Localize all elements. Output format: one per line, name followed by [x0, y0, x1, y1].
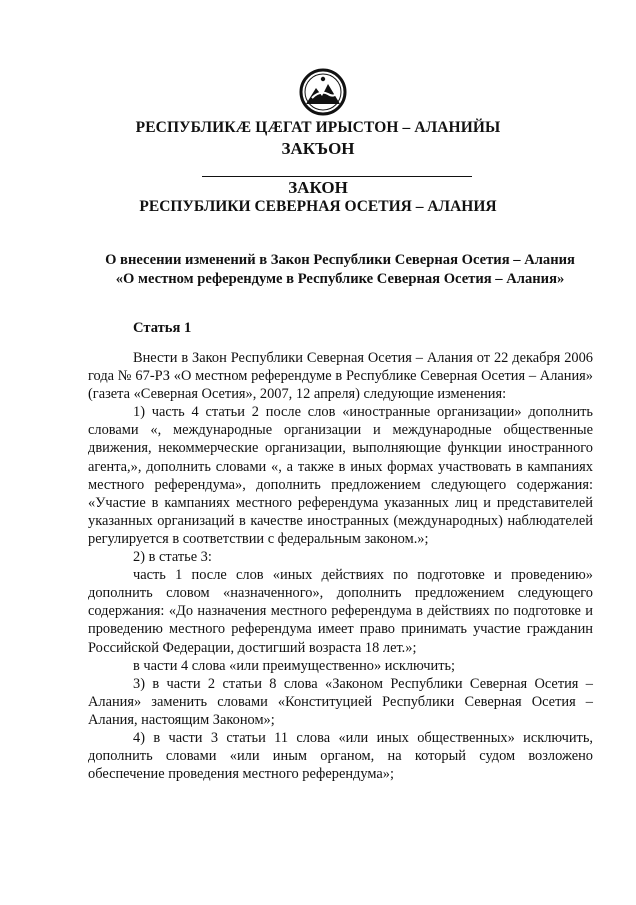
paragraph: 4) в части 3 статьи 11 слова «или иных общественных» исключить, дополнить словами «или иным органом, на который судом возложено обеспечение проведения местного референдума»; — [88, 729, 593, 783]
article-body — [88, 349, 593, 783]
paragraph: 2) в статье 3: — [133, 549, 212, 566]
law-label-ossetian: ЗАКЪОН — [281, 139, 355, 158]
paragraph: в части 4 слова «или преимущественно» исключить; — [133, 657, 456, 674]
paragraph: 3) в части 2 статьи 8 слова «Законом Республики Северная Осетия – Алания» заменить словами «Конституцией Республики Северная Осетия – Алания, настоящим Законом»; — [88, 675, 593, 728]
article-heading: Статья 1 — [133, 320, 192, 336]
republic-name-ossetian: РЕСПУБЛИКÆ ЦÆГАТ ИРЫСТОН – АЛАНИЙЫ — [135, 119, 501, 136]
paragraph: 1) часть 4 статьи 2 после слов «иностранные организации» дополнить словами «, международные организации и международные общественные движения, некоммерческие организации, выполняющие функции иностранного агента,», дополнить словами «, а также в иных формах участвовать в кампаниях местного референдума», дополнить предложением следующего содержания: «Участие в кампаниях местного референдума указанных лиц и представителей указанных организаций в качестве иностранных (международных) наблюдателей регулируется в соответствии с федеральным законом.»; — [88, 404, 593, 547]
paragraph: Внести в Закон Республики Северная Осетия – Алания от 22 декабря 2006 года № 67-РЗ «О местном референдуме в Республике Северная Осетия – Алания» (газета «Северная Осетия», 2007, 12 апреля) следующие изменения: — [88, 350, 593, 403]
header-divider — [202, 176, 472, 177]
document-title-line-2: «О местном референдуме в Республике Северная Осетия – Алания» — [115, 271, 565, 287]
law-label-russian: ЗАКОН — [288, 178, 348, 197]
paragraph: часть 1 после слов «иных действиях по подготовке и проведению» дополнить словом «назначенного», дополнить предложением следующего содержания: «До назначения местного референдума в действиях по подготовке и проведению местного референдума имеет право принимать участие гражданин Российской Федерации, достигший возраста 18 лет.»; — [88, 567, 593, 656]
coat-of-arms-emblem — [298, 68, 348, 116]
document-title-line-1: О внесении изменений в Закон Республики Северная Осетия – Алания — [105, 252, 575, 268]
republic-name-russian: РЕСПУБЛИКИ СЕВЕРНАЯ ОСЕТИЯ – АЛАНИЯ — [139, 198, 497, 215]
